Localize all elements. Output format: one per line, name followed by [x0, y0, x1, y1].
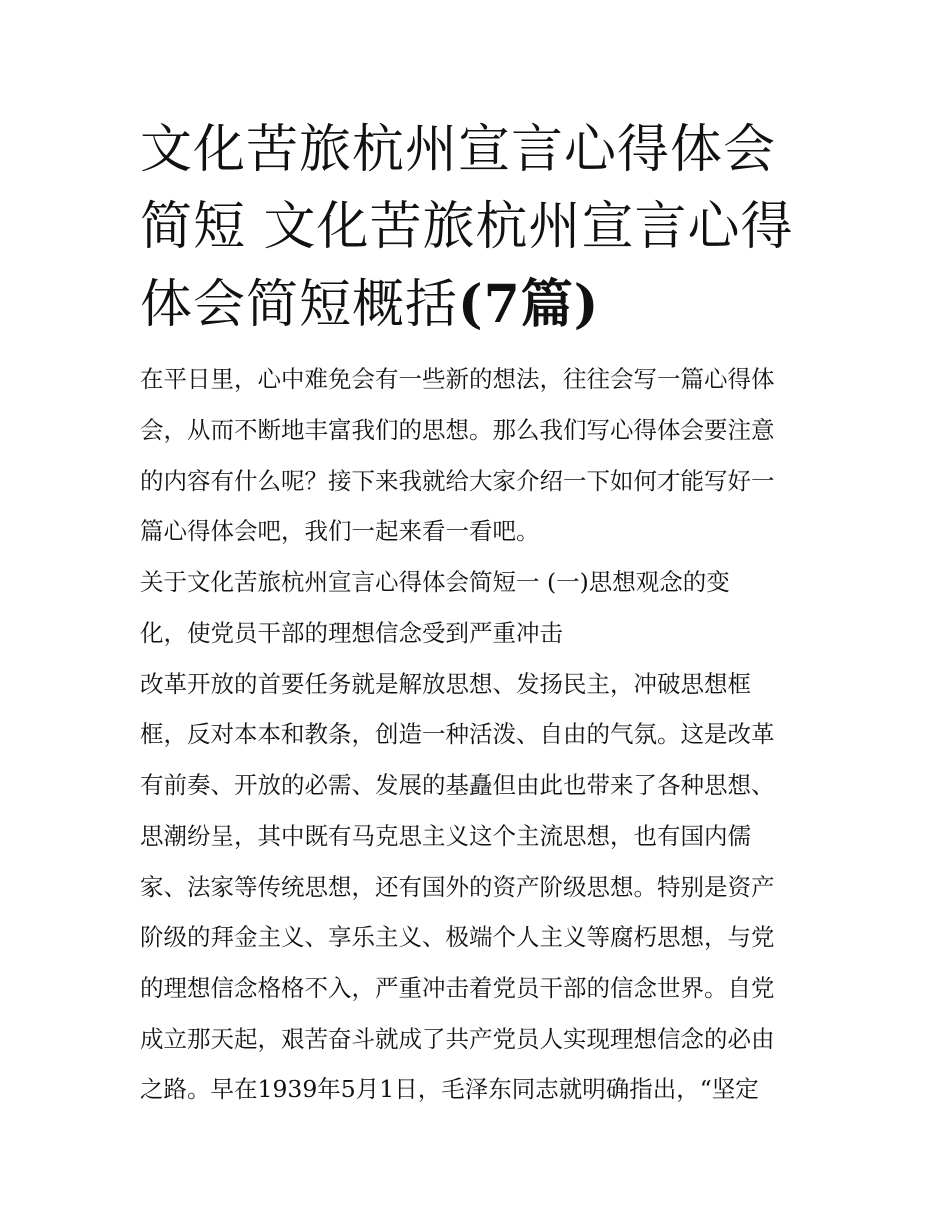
body-line: 家、法家等传统思想，还有国外的资产阶级思想。特别是资产: [140, 873, 775, 901]
intro-line: 会，从而不断地丰富我们的思想。那么我们写心得体会要注意: [140, 416, 775, 444]
intro-line: 的内容有什么呢？接下来我就给大家介绍一下如何才能写好一: [140, 467, 775, 495]
body-line: 框，反对本本和教条，创造一种活泼、自由的气氛。这是改革: [140, 720, 775, 748]
body-line: 的理想信念格格不入，严重冲击着党员干部的信念世界。自党: [140, 974, 775, 1002]
body-line: 思潮纷呈，其中既有马克思主义这个主流思想，也有国内儒: [140, 822, 751, 850]
document-title: [140, 112, 820, 344]
body-line: 之路。早在1939年5月1日，毛泽东同志就明确指出，“坚定: [140, 1075, 759, 1103]
body-line: 有前奏、开放的必需、发展的基矗但由此也带来了各种思想、: [140, 771, 775, 799]
section-heading-line: 化，使党员干部的理想信念受到严重冲击: [140, 619, 563, 647]
section-heading-line: 关于文化苦旅杭州宣言心得体会简短一 (一)思想观念的变: [140, 568, 730, 596]
body-line: 成立那天起，艰苦奋斗就成了共产党员人实现理想信念的必由: [140, 1025, 775, 1053]
document-title-count: (7篇): [458, 274, 600, 335]
body-line: 阶级的拜金主义、享乐主义、极端个人主义等腐朽思想，与党: [140, 923, 775, 951]
intro-line: 篇心得体会吧，我们一起来看一看吧。: [140, 517, 540, 545]
body-line: 改革开放的首要任务就是解放思想、发扬民主，冲破思想框: [140, 670, 751, 698]
document-title-main: 文化苦旅杭州宣言心得体会简短 文化苦旅杭州宣言心得体会简短概括: [140, 120, 794, 335]
intro-line: 在平日里，心中难免会有一些新的想法，往往会写一篇心得体: [140, 365, 775, 393]
